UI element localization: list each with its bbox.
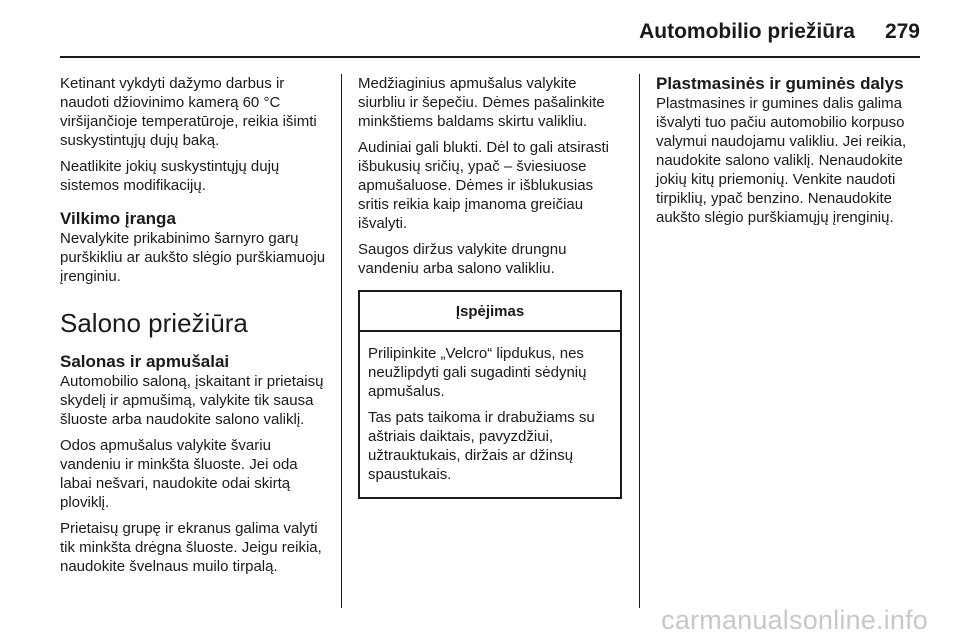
- column-divider-1: [341, 74, 342, 608]
- column-1: [60, 74, 328, 583]
- paragraph-leather: Odos apmušalus valykite švariu vandeniu ir minkšta šluoste. Jei oda labai nešvari, naudokite odai skirtą ploviklį.: [60, 437, 298, 511]
- page-number: 279: [884, 20, 920, 43]
- paragraph-plastic-cleaning: Plastmasines ir gumines dalis galima išvalyti tuo pačiu automobilio korpuso valymui naudojamu valikliu. Jei reikia, naudokite salono valiklį. Nenaudokite jokių kitų priemonių. Venkite naudoti tirpiklių, ypač benzino. Nenaudokite aukšto slėgio purškiamųjų įrenginių.: [656, 95, 907, 226]
- column-3: [656, 74, 924, 234]
- heading-plastic-rubber: Plastmasinės ir guminės dalys: [656, 74, 904, 93]
- paragraph-interior-cleaning: Automobilio saloną, įskaitant ir prietaisų skydelį ir apmušimą, valykite tik sausa šluoste arba naudokite salono valiklį.: [60, 373, 324, 428]
- warning-body: [360, 332, 620, 497]
- header-divider: [60, 56, 920, 58]
- paragraph-lpg-modifications: Neatlikite jokių suskystintųjų dujų sistemos modifikacijų.: [60, 158, 280, 194]
- paragraph-lpg-painting: Ketinant vykdyti dažymo darbus ir naudoti džiovinimo kamerą 60 °C viršijančioje temperatūroje, reikia išimti suskystintųjų dujų baką.: [60, 75, 317, 149]
- warning-box: [358, 290, 622, 499]
- column-2: [358, 74, 622, 499]
- paragraph-seatbelts: Saugos diržus valykite drungnu vandeniu arba salono valikliu.: [358, 241, 567, 277]
- heading-towing-equipment: Vilkimo įranga: [60, 209, 176, 228]
- column-divider-2: [639, 74, 640, 608]
- paragraph-instruments: Prietaisų grupę ir ekranus galima valyti tik minkšta drėgna šluoste. Jeigu reikia, naudokite švelnaus muilo tirpalą.: [60, 520, 322, 575]
- paragraph-fabric: Medžiaginius apmušalus valykite siurbliu ir šepečiu. Dėmes pašalinkite minkštiems baldams skirtu valikliu.: [358, 75, 605, 130]
- warning-paragraph-clothing: Tas pats taikoma ir drabužiams su aštriais daiktais, pavyzdžiui, užtrauktukais, diržais ar džinsų spaustukais.: [368, 409, 595, 483]
- paragraph-towing: Nevalykite prikabinimo šarnyro garų purškikliu ar aukšto slėgio purškiamuoju įrenginiu.: [60, 230, 326, 285]
- page-title: Automobilio priežiūra: [639, 20, 855, 43]
- warning-paragraph-velcro: Prilipinkite „Velcro“ lipdukus, nes neužlipdyti gali sugadinti sėdynių apmušalus.: [368, 345, 587, 400]
- paragraph-fading: Audiniai gali blukti. Dėl to gali atsirasti išbukusių sričių, ypač – šviesiuose apmušaluose. Dėmes ir išblukusias sritis reikia kaip įmanoma greičiau išvalyti.: [358, 139, 609, 232]
- watermark-text: carmanualsonline.info: [661, 605, 928, 635]
- page-header: [639, 14, 920, 50]
- heading-interior-care: Salono priežiūra: [60, 308, 248, 338]
- warning-title: Įspėjimas: [360, 292, 620, 332]
- heading-interior-upholstery: Salonas ir apmušalai: [60, 352, 230, 371]
